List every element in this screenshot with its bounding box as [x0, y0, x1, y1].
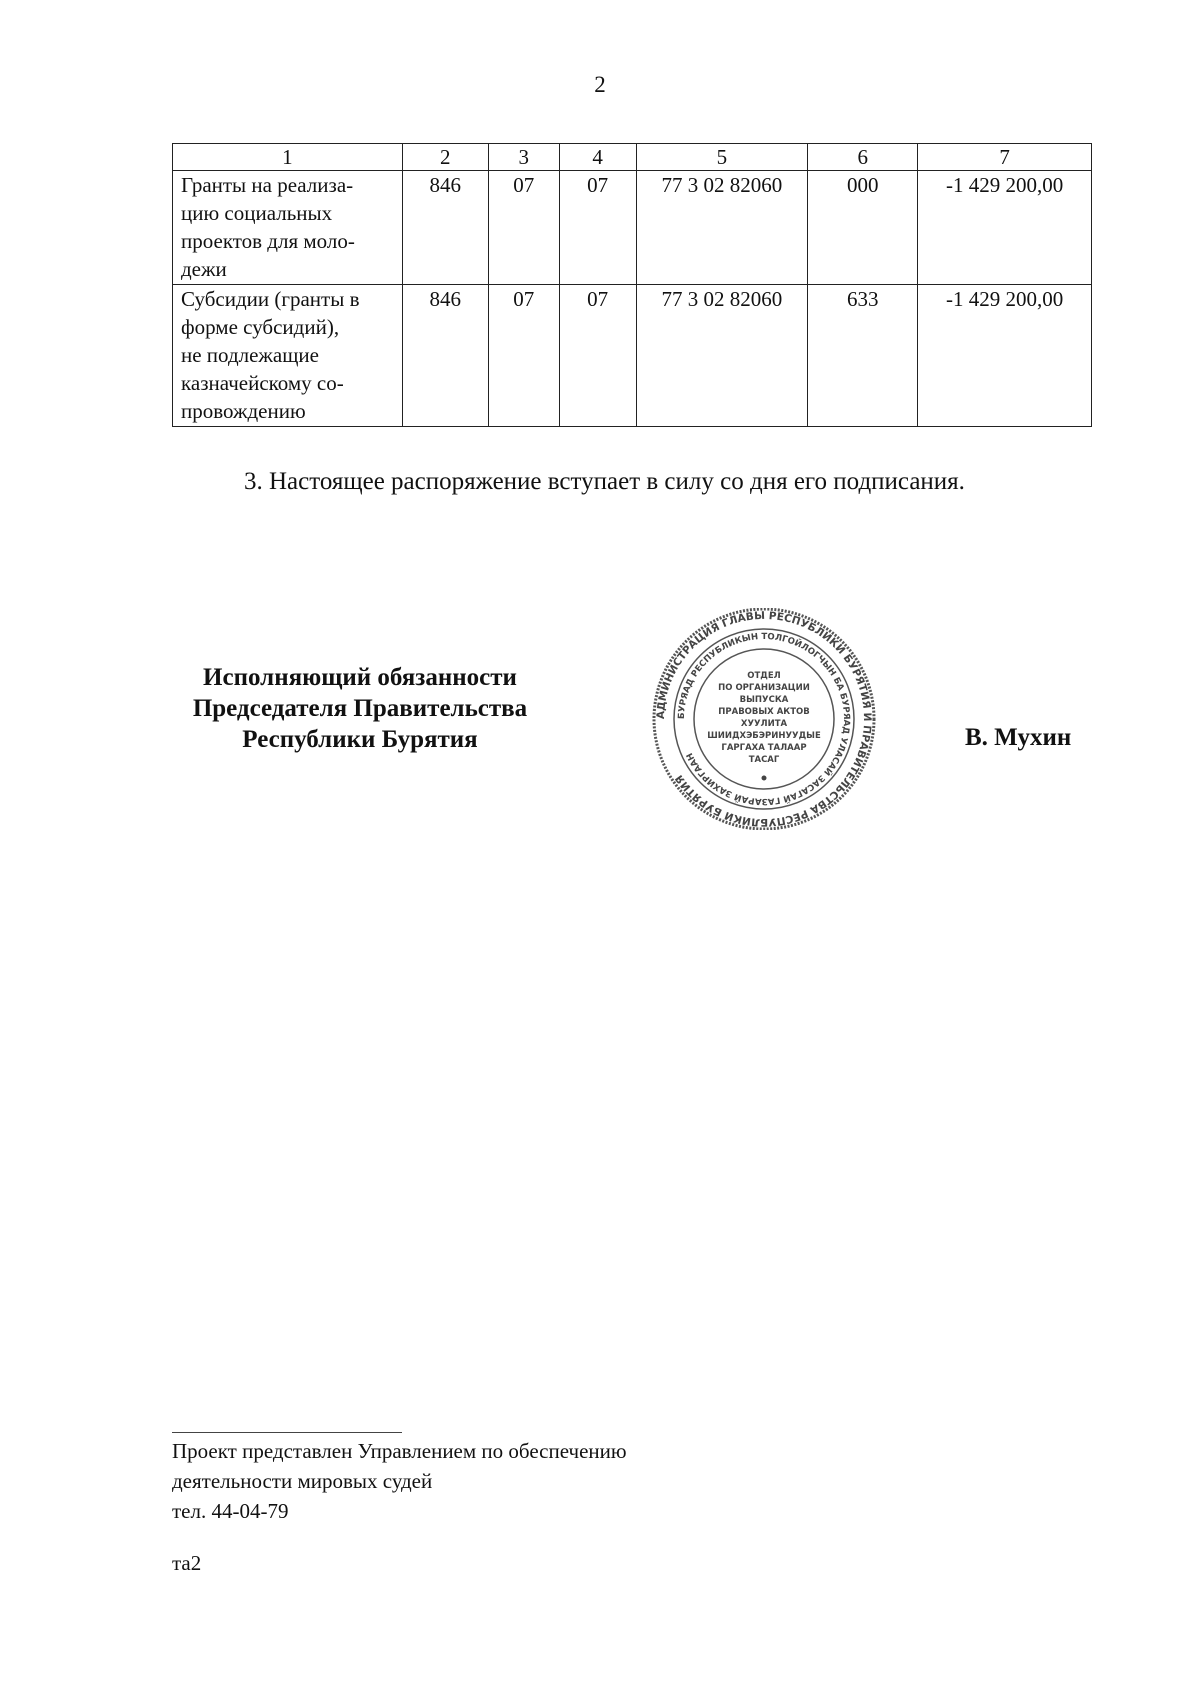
signer-position [140, 662, 580, 755]
seal-center-line: ТАСАГ [748, 755, 780, 765]
row-name-line: провождению [181, 399, 306, 423]
subsection-cell: 07 [559, 285, 636, 427]
target-article-cell: 77 3 02 82060 [636, 285, 808, 427]
column-header: 6 [808, 144, 918, 171]
official-seal [648, 608, 880, 830]
seal-center-line: ШИИДХЭБЭРИНУУДЫЕ [707, 731, 821, 741]
seal-center-line: ВЫПУСКА [739, 695, 789, 705]
row-name-cell [173, 171, 403, 285]
table-row [173, 285, 1092, 427]
target-article-cell: 77 3 02 82060 [636, 171, 808, 285]
section-cell: 07 [488, 171, 559, 285]
expense-type-cell: 000 [808, 171, 918, 285]
ministry-code-cell: 846 [402, 285, 488, 427]
amount-cell: -1 429 200,00 [918, 285, 1092, 427]
row-name-line: цию социальных [181, 201, 333, 225]
seal-center-line: ГАРГАХА ТАЛААР [721, 743, 807, 753]
column-header: 5 [636, 144, 808, 171]
row-name-line: Гранты на реализа- [181, 173, 354, 197]
row-name-line: дежи [181, 257, 227, 281]
footnote-line: деятельности мировых судей [172, 1469, 433, 1493]
signer-name: В. Мухин [965, 724, 1072, 751]
seal-center-line: ОТДЕЛ [747, 671, 781, 681]
footnote [172, 1436, 627, 1526]
footnote-line: Проект представлен Управлением по обеспечению [172, 1439, 627, 1463]
expense-type-cell: 633 [808, 285, 918, 427]
column-header: 7 [918, 144, 1092, 171]
column-header: 3 [488, 144, 559, 171]
effective-date-paragraph: 3. Настоящее распоряжение вступает в силу со дня его подписания. [244, 468, 965, 495]
row-name-line: не подлежащие [181, 343, 319, 367]
signer-position-line: Республики Бурятия [242, 726, 478, 753]
budget-table [172, 143, 1092, 427]
page-number: 2 [594, 72, 606, 97]
signer-position-line: Исполняющий обязанности [203, 664, 517, 691]
signer-position-line: Председателя Правительства [192, 695, 528, 722]
table-row [173, 171, 1092, 285]
seal-center-line: ХУУЛИТА [740, 719, 788, 729]
row-name-line: форме субсидий), [181, 315, 340, 339]
column-header: 2 [402, 144, 488, 171]
document-code: та2 [172, 1551, 202, 1575]
column-header: 4 [559, 144, 636, 171]
section-cell: 07 [488, 285, 559, 427]
subsection-cell: 07 [559, 171, 636, 285]
amount-cell: -1 429 200,00 [918, 171, 1092, 285]
row-name-line: Субсидии (гранты в [181, 287, 360, 311]
seal-inner-textpath: БУРЯАД РЕСПУБЛИКЫН ТОЛГОЙЛОГЧЫН БА БУРЯАД УЛАСАЙ ЗАСАГАЙ ГАЗАРАЙ ЗАХИРГААН [676, 631, 852, 807]
row-name-line: казначейскому со- [181, 371, 344, 395]
seal-outer-textpath: АДМИНИСТРАЦИЯ ГЛАВЫ РЕСПУБЛИКИ БУРЯТИЯ И ПРАВИТЕЛЬСТВА РЕСПУБЛИКИ БУРЯТИЯ [654, 609, 874, 829]
row-name-line: проектов для моло- [181, 229, 355, 253]
seal-center-line: ПО ОРГАНИЗАЦИИ [718, 683, 810, 693]
row-name-cell [173, 285, 403, 427]
table-header-row [173, 144, 1092, 171]
seal-center-line: ПРАВОВЫХ АКТОВ [718, 707, 810, 717]
footnote-divider [172, 1432, 402, 1433]
seal-dot [762, 776, 767, 781]
footnote-line: тел. 44-04-79 [172, 1499, 289, 1523]
ministry-code-cell: 846 [402, 171, 488, 285]
column-header: 1 [173, 144, 403, 171]
